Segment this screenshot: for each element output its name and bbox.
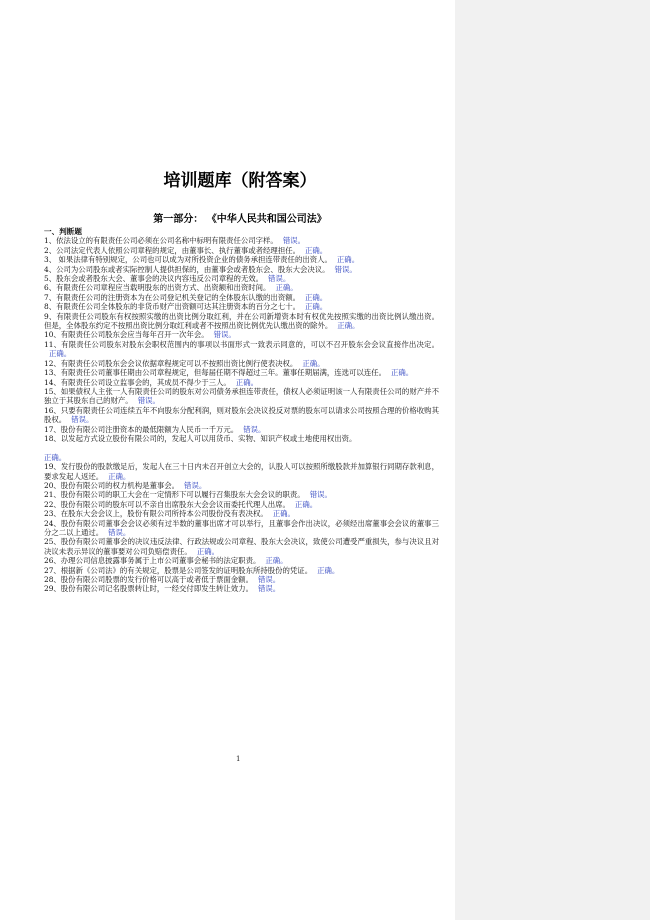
answer-text: 错误。 — [108, 527, 131, 537]
question-text: 19、发行股份的股款缴足后，发起人在三十日内未召开创立大会的，认股人可以按照所缴股款并加算银行同期存款利息，要求发起人返还。 — [44, 462, 439, 481]
answer-text: 正确。 — [305, 302, 328, 312]
comment-side-panel — [455, 0, 650, 920]
answer-text: 错误。 — [257, 575, 281, 585]
question-item — [44, 500, 439, 509]
answer-text: 错误。 — [184, 480, 207, 490]
question-text: 29、股份有限公司记名股票转让时，一经交付即发生转让效力。 — [44, 584, 253, 594]
answer-text: 正确。 — [305, 245, 328, 255]
page-number: 1 — [236, 755, 241, 763]
question-text: 4、公司为公司股东或者实际控制人提供担保的，由董事会或者股东会、股东大会决议。 — [44, 264, 330, 274]
answer-text: 错误。 — [309, 490, 332, 500]
question-item — [44, 293, 439, 302]
question-item — [44, 378, 439, 387]
question-item — [44, 481, 439, 490]
question-text: 25、股份有限公司董事会的决议违反法律、行政法规或公司章程、股东大会决议，致使公司遭受严重损失，参与决议且对决议未表示异议的董事要对公司负赔偿责任。 — [44, 537, 439, 556]
answer-text: 正确。 — [265, 556, 288, 566]
answer-text: 错误。 — [334, 264, 357, 274]
question-item — [44, 462, 439, 481]
section-heading: 一、判断题 — [44, 227, 82, 236]
question-item — [44, 359, 439, 368]
question-item — [44, 490, 439, 499]
question-item — [44, 425, 439, 434]
question-text: 15、如果债权人主张一人有限责任公司的股东对公司债务承担连带责任，债权人必须证明该一人有限责任公司的财产并不独立于其股东自己的财产。 — [44, 386, 439, 406]
question-item — [44, 255, 439, 264]
question-text: 7、有限责任公司的注册资本为在公司登记机关登记的全体股东认缴的出资额。 — [44, 292, 300, 302]
answer-text: 错误。 — [137, 396, 160, 406]
question-text: 20、股份有限公司的权力机构是董事会。 — [44, 480, 180, 490]
answer-text: 正确。 — [305, 292, 328, 302]
answer-text: 正确。 — [302, 358, 325, 368]
question-text: 13、有限责任公司董事任期由公司章程规定，但每届任期不得超过三年。董事任期届满，连选可以连任。 — [44, 368, 386, 378]
question-text: 28、股份有限公司股票的发行价格可以高于或者低于票面金额。 — [44, 575, 253, 585]
answer-text: 错误。 — [268, 274, 291, 284]
question-text: 21、股份有限公司的职工大会在一定情形下可以履行召集股东大会会议的职责。 — [44, 490, 305, 500]
question-item — [44, 575, 439, 584]
answer-text: 正确。 — [275, 283, 298, 293]
question-item — [44, 453, 439, 462]
question-text: 14、有限责任公司设立监事会的，其成员不得少于三人。 — [44, 377, 231, 387]
question-item — [44, 340, 439, 359]
question-item — [44, 368, 439, 377]
document-title: 培训题库（附答案） — [163, 171, 317, 191]
question-item — [44, 509, 439, 518]
answer-text: 正确。 — [336, 255, 360, 265]
question-text: 12、有限责任公司股东会会议依据章程规定可以不按照出资比例行使表决权。 — [44, 358, 298, 368]
question-text: 2、公司法定代表人依照公司章程的规定，由董事长、执行董事或者经理担任。 — [44, 245, 300, 255]
question-text: 11、有限责任公司股东对股东会职权范围内的事项以书面形式一致表示同意的，可以不召开股东会会议直接作出决定。 — [44, 339, 439, 349]
answer-text: 错误。 — [243, 424, 266, 434]
question-text: 9、有限责任公司股东有权按照实缴的出资比例分取红利，并在公司新增资本时有权优先按照实缴的出资比例认缴出资。但是，全体股东约定不按照出资比例分取红利或者不按照出资比例优先认缴出资的除外。 — [44, 311, 439, 331]
question-item — [44, 584, 439, 593]
question-item — [44, 265, 439, 274]
question-item — [44, 434, 439, 443]
answer-text: 错误。 — [213, 330, 236, 340]
answer-text: 错误。 — [282, 236, 306, 246]
answer-text: 正确。 — [391, 368, 414, 378]
question-text: 5、股东会或者股东大会、董事会的决议内容违反公司章程的无效。 — [44, 274, 264, 284]
question-item — [44, 537, 439, 556]
question-item — [44, 330, 439, 339]
question-text: 17、股份有限公司注册资本的最低限额为人民币一千万元。 — [44, 424, 239, 434]
question-item — [44, 236, 439, 245]
answer-text: 正确。 — [235, 377, 258, 387]
question-text: 23、在股东大会会议上，股份有限公司所持本公司股份没有表决权。 — [44, 509, 268, 519]
answer-text: 错误。 — [71, 415, 94, 425]
question-item — [44, 312, 439, 331]
question-text: 6、有限责任公司章程应当载明股东的出资方式、出资额和出资时间。 — [44, 283, 271, 293]
part-title: 第一部分： 《中华人民共和国公司法》 — [153, 214, 327, 225]
question-text: 8、有限责任公司全体股东的非货币财产出资额可达其注册资本的百分之七十。 — [44, 302, 300, 312]
question-item — [44, 519, 439, 538]
answer-text: 正确。 — [49, 349, 72, 359]
question-item — [44, 556, 439, 565]
answer-text: 正确。 — [317, 565, 340, 575]
answer-text: 正确。 — [272, 509, 295, 519]
question-item — [44, 406, 439, 425]
question-item — [44, 246, 439, 255]
answer-text: 正确。 — [108, 471, 131, 481]
answer-text: 正确。 — [196, 546, 220, 556]
question-text: 3、 如果法律有特别规定，公司也可以成为对所投资企业的债务承担连带责任的出资人。 — [44, 255, 332, 265]
question-text: 26、办理公司信息披露事务属于上市公司董事会秘书的法定职责。 — [44, 556, 261, 566]
question-text: 22、股份有限公司的股东可以不亲自出席股东大会会议而委托代理人出席。 — [44, 499, 290, 509]
question-text: 1、依法设立的有限责任公司必须在公司名称中标明有限责任公司字样。 — [44, 236, 278, 246]
question-text: 24、股份有限公司董事会会议必须有过半数的董事出席才可以举行，且董事会作出决议，必须经出席董事会会议的董事三分之二以上通过。 — [44, 518, 439, 537]
question-item — [44, 566, 439, 575]
question-item — [44, 387, 439, 406]
question-item — [44, 274, 439, 283]
question-text: 27、根据新《公司法》的有关规定，股票是公司签发的证明股东所持股份的凭证。 — [44, 565, 313, 575]
question-text: 10、有限责任公司股东会应当每年召开一次年会。 — [44, 330, 209, 340]
answer-text: 正确。 — [337, 321, 360, 331]
items-container — [44, 236, 439, 593]
question-list — [44, 227, 439, 594]
question-text: 16、只要有限责任公司连续五年不向股东分配利润，则对股东会决议投反对票的股东可以请求公司按照合理的价格收购其股权。 — [44, 405, 439, 425]
answer-text: 正确。 — [294, 499, 318, 509]
answer-text: 正确。 — [44, 452, 67, 462]
question-item — [44, 302, 439, 311]
question-text: 18、以发起方式设立股份有限公司的，发起人可以用货币、实物、知识产权或土地使用权出资。 — [44, 433, 357, 443]
question-item — [44, 283, 439, 292]
answer-text: 错误。 — [257, 584, 281, 594]
